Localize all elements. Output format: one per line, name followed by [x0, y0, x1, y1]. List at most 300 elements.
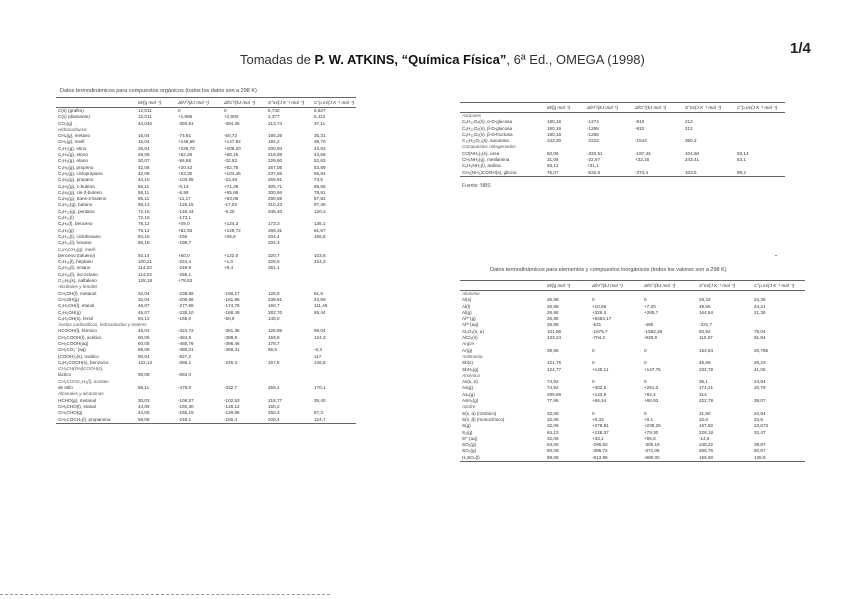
value-cell: 30,07: [138, 158, 150, 164]
value-cell: -704,2: [592, 335, 606, 341]
compound-name-cell: C₆H₅COOH(s), benzoico: [58, 359, 109, 365]
compound-name-cell: Alcoholes y fenoles: [58, 284, 98, 290]
value-cell: -394,36: [224, 120, 240, 126]
value-cell: 310,23: [268, 202, 283, 208]
value-cell: 65,44: [314, 309, 326, 315]
value-cell: 35,31: [314, 133, 326, 139]
compound-name-cell: Al(g): [462, 309, 472, 315]
compound-name-cell: HCHO(g), metanal: [58, 397, 97, 403]
value-cell: -128,86: [224, 410, 240, 416]
value-cell: 180,16: [547, 131, 562, 137]
value-cell: +7,20: [644, 303, 656, 309]
value-cell: -1543: [635, 138, 647, 144]
value-cell: 39,55: [699, 303, 711, 309]
value-cell: +66,44: [592, 398, 607, 404]
compound-name-cell: C₄H₈(g), cis-2-buteno: [58, 189, 102, 195]
value-cell: -50,72: [224, 133, 238, 139]
value-cell: 20,79: [754, 385, 766, 391]
value-cell: 0: [644, 347, 647, 353]
compound-name-cell: AlCl₃(s): [462, 335, 478, 341]
compound-name-cell: C₇H₁₆(l), heptano: [58, 259, 93, 265]
compound-name-cell: Sb(s): [462, 360, 473, 366]
value-cell: 229,60: [268, 158, 283, 164]
column-header: ΔfG°/(kJ mol⁻¹): [642, 281, 697, 291]
column-header: ΔfG°/(kJ mol⁻¹): [633, 103, 683, 113]
value-cell: 256,76: [699, 448, 714, 454]
compound-name-cell: C₆H₁₂(l), ciclohexano: [58, 233, 101, 239]
value-cell: 88,11: [138, 385, 150, 391]
value-cell: 28,05: [138, 152, 150, 158]
compound-name-cell: CH₃COOH(aq): [58, 340, 89, 346]
column-header: S°m/(J K⁻¹ mol⁻¹): [266, 98, 312, 108]
value-cell: +71,39: [224, 183, 239, 189]
value-cell: -255,1: [178, 271, 192, 277]
value-cell: 232,78: [699, 366, 714, 372]
value-cell: 138,9: [752, 455, 805, 462]
table-row: [56, 417, 356, 424]
value-cell: +53,30: [178, 170, 193, 176]
compound-name-cell: C₆H₁₂O₆(s), β-D-glucosa: [462, 125, 513, 131]
compound-name-cell: C(s) (grafito): [58, 108, 84, 113]
value-cell: 164,54: [699, 309, 714, 315]
value-cell: 86,18: [138, 240, 150, 246]
value-cell: -8,20: [224, 208, 235, 214]
value-cell: [590, 291, 642, 298]
page-footer-rule: [0, 594, 330, 595]
value-cell: -486,01: [178, 347, 194, 353]
value-cell: 92,14: [138, 252, 150, 258]
value-cell: 204,4: [268, 233, 280, 239]
value-cell: 103,6: [314, 252, 326, 258]
value-cell: 56,11: [138, 196, 150, 202]
value-cell: 361,1: [268, 265, 280, 271]
value-cell: -2222: [587, 138, 599, 144]
value-cell: 126,8: [268, 290, 280, 296]
header-suffix: , 6ª Ed., OMEGA (1998): [506, 52, 645, 67]
value-cell: 57,3: [314, 410, 323, 416]
compound-name-cell: CO₂(g): [58, 120, 73, 126]
value-cell: 60,05: [138, 334, 150, 340]
value-cell: 159,8: [268, 334, 280, 340]
compound-name-cell: As₄(g): [462, 391, 475, 397]
value-cell: -23,49: [224, 177, 238, 183]
compound-name-cell: Compuestos nitrogenados: [462, 144, 516, 150]
value-cell: 35,40: [314, 397, 326, 403]
value-cell: -628,8: [644, 335, 658, 341]
value-cell: 0: [592, 297, 595, 303]
value-cell: 64,06: [547, 442, 559, 448]
value-cell: 78,12: [138, 227, 150, 233]
compound-name-cell: C₃H₈(g), propano: [58, 177, 94, 183]
value-cell: +128,37: [592, 429, 609, 435]
value-cell: 93,13: [547, 163, 559, 169]
value-cell: -84,68: [178, 158, 192, 164]
value-cell: +31,1: [587, 163, 599, 169]
value-cell: +78,53: [178, 278, 193, 284]
value-cell: -22,97: [587, 157, 601, 163]
value-cell: 146,8: [314, 359, 326, 365]
value-cell: 180,16: [547, 125, 562, 131]
column-header: ΔfH°/(kJ mol⁻¹): [585, 103, 633, 113]
value-cell: 218,77: [268, 397, 283, 403]
value-cell: 124,7: [312, 417, 356, 424]
compound-name-cell: láctico: [58, 372, 72, 378]
compound-name-cell: C₄H₈(g), 1-buteno: [58, 183, 95, 189]
value-cell: -373,4: [633, 170, 683, 177]
value-cell: +2,900: [224, 114, 239, 120]
header-prefix: Tomadas de: [240, 52, 311, 67]
value-cell: -396,46: [224, 340, 240, 346]
compound-name-cell: S(g): [462, 423, 471, 429]
value-cell: 121,75: [547, 360, 562, 366]
value-cell: +261,0: [644, 385, 659, 391]
value-cell: 133,24: [547, 335, 562, 341]
compound-name-cell: C₆H₁₄(l), hexano: [58, 240, 92, 246]
compound-name-cell: Argón: [462, 341, 475, 347]
compound-name-cell: S(s, β) (monoclínico): [462, 416, 505, 422]
value-cell: 124,3: [314, 334, 326, 340]
value-cell: +49,0: [178, 221, 190, 227]
value-cell: 26,98: [547, 322, 559, 328]
value-cell: 267,05: [268, 164, 283, 170]
value-cell: 50,92: [699, 328, 711, 334]
value-cell: +63,06: [224, 196, 239, 202]
value-cell: -1268: [587, 125, 599, 131]
compound-name-cell: C₂H₅OH(g): [58, 309, 81, 315]
value-cell: -245,3: [224, 359, 238, 365]
value-cell: 99,2: [735, 170, 785, 177]
value-cell: 46,07: [138, 309, 150, 315]
value-cell: [585, 113, 633, 120]
value-cell: 212: [685, 125, 693, 131]
table-row: [56, 108, 356, 115]
value-cell: 41,05: [754, 366, 766, 372]
value-cell: -300,19: [644, 442, 660, 448]
value-cell: 12,011: [138, 108, 152, 113]
value-cell: -249,9: [178, 265, 192, 271]
value-cell: -910: [635, 119, 645, 125]
value-cell: +238,25: [644, 423, 661, 429]
value-cell: 117: [314, 353, 322, 359]
value-cell: 0: [644, 379, 647, 385]
value-cell: +147,92: [224, 139, 241, 145]
value-cell: -332,7: [224, 385, 238, 391]
value-cell: 58,08: [136, 417, 176, 424]
value-cell: -32,82: [224, 158, 238, 164]
value-cell: 160,7: [268, 303, 280, 309]
value-cell: +278,81: [592, 423, 609, 429]
compound-name-cell: CH₃COOH(l), acético: [58, 334, 102, 340]
value-cell: -371,06: [644, 448, 660, 454]
value-cell: 6,113: [314, 114, 326, 120]
value-cell: -224,4: [178, 259, 192, 265]
value-cell: -385,1: [178, 359, 192, 365]
value-cell: [545, 113, 585, 120]
value-cell: 173,3: [268, 221, 280, 227]
compound-name-cell: Alcanales y alcanonas: [58, 391, 104, 397]
value-cell: +79,30: [644, 429, 659, 435]
value-cell: 0: [224, 108, 227, 113]
value-cell: 85,65: [314, 183, 326, 189]
value-cell: [683, 113, 735, 120]
value-cell: 0: [644, 360, 647, 366]
value-cell: -531: [592, 322, 602, 328]
value-cell: 167,82: [699, 423, 714, 429]
value-cell: 299,69: [547, 391, 562, 397]
value-cell: 174,21: [699, 385, 714, 391]
compound-name-cell: CO(NH₂)₂(s), urea: [462, 150, 500, 156]
compound-name-cell: CH₃OH(g): [58, 296, 80, 302]
value-cell: +302,5: [592, 385, 607, 391]
value-cell: [545, 291, 590, 298]
value-cell: 0: [178, 108, 181, 113]
value-cell: 80,06: [547, 448, 559, 454]
value-cell: 15,04: [138, 139, 150, 145]
value-cell: 26,98: [547, 316, 559, 322]
value-cell: 32,04: [138, 296, 150, 302]
column-header: M/(g mol⁻¹): [545, 103, 585, 113]
compound-name-cell: Ar(g): [462, 347, 473, 353]
value-cell: +147,75: [644, 366, 661, 372]
value-cell: 23,673: [754, 423, 769, 429]
value-cell: 101,96: [547, 328, 562, 334]
value-cell: -156: [178, 233, 188, 239]
table2-source-note: Fuente: NBS: [462, 183, 491, 189]
value-cell: 98,08: [545, 455, 590, 462]
value-cell: -102,53: [224, 397, 240, 403]
value-cell: +26,8: [224, 233, 236, 239]
value-cell: -165,0: [178, 315, 192, 321]
value-cell: +32,16: [635, 157, 650, 163]
value-cell: 128,18: [138, 278, 153, 284]
value-cell: 328,6: [268, 259, 280, 265]
value-cell: +5483,17: [592, 316, 612, 322]
value-cell: -333,51: [587, 150, 603, 156]
value-cell: -532,9: [585, 170, 633, 177]
value-cell: 239,81: [268, 296, 283, 302]
value-cell: 28,33: [699, 297, 711, 303]
column-header: [56, 98, 136, 108]
value-cell: +326,4: [592, 309, 607, 315]
header-author: P. W. ATKINS: [314, 52, 395, 67]
value-cell: -0,13: [178, 183, 189, 189]
compound-name-cell: CH₃COOC₂H₅(l), acetato: [58, 378, 109, 384]
value-cell: -395,72: [592, 448, 608, 454]
value-cell: 42,08: [138, 170, 150, 176]
value-cell: 39,95: [547, 347, 559, 353]
compound-name-cell: C₆H₁₂O₆(s), β-D-fructosa: [462, 131, 513, 137]
value-cell: 212: [685, 119, 693, 125]
value-cell: 55,94: [314, 170, 326, 176]
value-cell: 114,23: [138, 271, 152, 277]
value-cell: 128,95: [268, 328, 283, 334]
header-book: “Química Física”: [401, 52, 507, 67]
compound-name-cell: C₈H₁₈(l), octano: [58, 265, 91, 271]
compound-name-cell: Hidrocarburos: [58, 126, 87, 132]
value-cell: 282,70: [268, 309, 283, 315]
value-cell: [735, 113, 785, 120]
value-cell: +65,95: [224, 189, 239, 195]
value-cell: -1582,35: [644, 328, 663, 334]
value-cell: +285,7: [644, 309, 659, 315]
value-cell: +1,0: [224, 259, 234, 265]
compound-name-cell: C₁₀H₈(s), naftaleno: [58, 278, 97, 284]
value-cell: 20,786: [754, 347, 769, 353]
value-cell: 300,94: [268, 189, 283, 195]
value-cell: -74,81: [178, 133, 192, 139]
compound-name-cell: C(s) (diamante): [58, 114, 90, 120]
value-cell: 320,7: [268, 252, 280, 258]
value-cell: 90,04: [138, 353, 150, 359]
value-cell: 224,3: [314, 259, 326, 265]
value-cell: +0,33: [592, 416, 604, 422]
value-cell: 360,2: [685, 138, 697, 144]
value-cell: 8,527: [314, 108, 326, 113]
value-cell: 50,67: [754, 448, 766, 454]
value-cell: 56,11: [138, 183, 150, 189]
value-cell: +129,72: [224, 227, 241, 233]
value-cell: -198,7: [178, 240, 192, 246]
value-cell: 0: [644, 297, 647, 303]
compound-name-cell: As(s, α): [462, 379, 478, 385]
compound-name-cell: C₆H₁₂O₆(s), α-D-glucosa: [462, 119, 513, 125]
value-cell: +52,26: [178, 152, 193, 158]
value-cell: 0: [592, 360, 595, 366]
value-cell: +124,3: [224, 221, 239, 227]
compound-name-cell: H₂SO₄(l): [460, 455, 545, 462]
value-cell: 60,05: [138, 340, 150, 346]
value-cell: 269,91: [268, 177, 283, 183]
compound-name-cell: Al(l): [462, 303, 471, 309]
value-cell: 2,377: [268, 114, 280, 120]
compound-name-cell: CH₄(g), metano: [58, 133, 90, 139]
column-header: ΔfH°/(kJ mol⁻¹): [176, 98, 222, 108]
compound-name-cell: Ácidos carboxílicos, hidroxiácidos y ésteres: [58, 322, 147, 328]
value-cell: 111,46: [314, 303, 328, 309]
value-cell: 296,59: [268, 196, 283, 202]
value-cell: 45,69: [699, 360, 711, 366]
value-cell: 110,67: [699, 335, 713, 341]
value-cell: -827,2: [178, 353, 192, 359]
compound-name-cell: CH₃OH(l), metanol: [58, 290, 97, 296]
value-cell: 305,71: [268, 183, 283, 189]
value-cell: 44,05: [138, 410, 150, 416]
compound-name-cell: SO₂(g): [462, 442, 477, 448]
value-cell: +226,73: [178, 145, 195, 151]
value-cell: 44,05: [138, 403, 150, 409]
value-cell: +92,4: [644, 391, 656, 397]
value-cell: -126,15: [178, 202, 194, 208]
value-cell: 43,56: [314, 152, 326, 158]
value-cell: 78,12: [138, 221, 150, 227]
value-cell: 156,90: [697, 455, 752, 462]
value-cell: 122,13: [138, 359, 153, 365]
value-cell: 81,67: [314, 227, 326, 233]
value-cell: +209,20: [224, 145, 241, 151]
table-row: [460, 170, 785, 177]
value-cell: 38,07: [754, 398, 766, 404]
value-cell: 32,6: [699, 416, 708, 422]
compound-name-cell: SbH₃(g): [462, 366, 479, 372]
compound-name-cell: CH₃CHO(g): [58, 410, 83, 416]
value-cell: 23,6: [754, 416, 763, 422]
value-cell: 99,04: [314, 328, 326, 334]
compound-name-cell: Azufre: [462, 404, 476, 410]
table1-caption: Datos termodinámicos para compuestos orgánicos (todos los datos son a 298 K): [60, 88, 257, 94]
value-cell: 21,38: [754, 309, 766, 315]
value-cell: -485: [644, 322, 654, 328]
value-cell: 31,80: [699, 410, 711, 416]
organic-data-table: [56, 97, 356, 424]
compound-name-cell: Antimonio: [462, 353, 483, 359]
compound-name-cell: C₂H₄(g), eteno: [58, 152, 88, 158]
value-cell: -321,7: [699, 322, 713, 328]
value-cell: -108,57: [178, 397, 194, 403]
value-cell: 75,07: [545, 170, 585, 177]
compound-name-cell: HCOOH(l), fórmico: [58, 328, 97, 334]
compound-name-cell: C₄H₁₀(g), butano: [58, 202, 93, 208]
value-cell: -296,83: [592, 442, 608, 448]
value-cell: -813,99: [590, 455, 642, 462]
value-cell: -166,27: [224, 290, 240, 296]
value-cell: -389,9: [224, 334, 238, 340]
value-cell: -1675,7: [592, 328, 608, 334]
value-cell: -192,30: [178, 403, 194, 409]
value-cell: -248,1: [176, 417, 222, 424]
value-cell: -197,33: [635, 150, 651, 156]
value-cell: 60,06: [547, 150, 559, 156]
value-cell: 59,05: [138, 347, 150, 353]
value-cell: 44,040: [138, 120, 153, 126]
value-cell: -277,69: [178, 303, 194, 309]
value-cell: -910: [635, 125, 645, 131]
value-cell: 26,04: [138, 145, 150, 151]
value-cell: -485,76: [178, 340, 194, 346]
value-cell: 32,47: [754, 429, 766, 435]
table3-caption: Datos termodinámicos para elementos y compuestos inorgánicos (todos los valores son a 298 K): [490, 267, 727, 273]
value-cell: 213,74: [268, 120, 283, 126]
value-cell: 32,04: [138, 290, 150, 296]
value-cell: 5,740: [268, 108, 280, 113]
value-cell: 32,06: [547, 410, 559, 416]
value-cell: +68,93: [644, 398, 659, 404]
value-cell: +1,895: [178, 114, 193, 120]
value-cell: 250,3: [268, 410, 280, 416]
value-cell: 314: [699, 391, 707, 397]
value-cell: -11,17: [178, 196, 191, 202]
value-cell: 44,10: [138, 177, 150, 183]
value-cell: 103,5: [683, 170, 735, 177]
value-cell: 30,03: [138, 397, 150, 403]
value-cell: 269,31: [268, 227, 283, 233]
value-cell: 64,13: [547, 429, 559, 435]
table-row: [460, 455, 805, 462]
value-cell: -161,96: [224, 296, 240, 302]
value-cell: 53,1: [737, 157, 746, 163]
value-cell: +10,56: [592, 303, 607, 309]
column-header: S°m/(J K⁻¹ mol⁻¹): [697, 281, 752, 291]
value-cell: 114,23: [138, 265, 152, 271]
value-cell: -166,19: [178, 410, 194, 416]
compound-name-cell: de etilo: [58, 385, 73, 391]
compound-name-cell: CH₃CH(OH)COOH(s),: [58, 366, 104, 372]
value-cell: 24,21: [754, 303, 766, 309]
column-header: C°p,m/(J K⁻¹ mol⁻¹): [735, 103, 785, 113]
value-cell: +104,45: [224, 170, 241, 176]
compound-name-cell: C₆H₆(l), benceno: [58, 221, 93, 227]
value-cell: -146,44: [178, 208, 194, 214]
value-cell: 38,70: [314, 139, 326, 145]
